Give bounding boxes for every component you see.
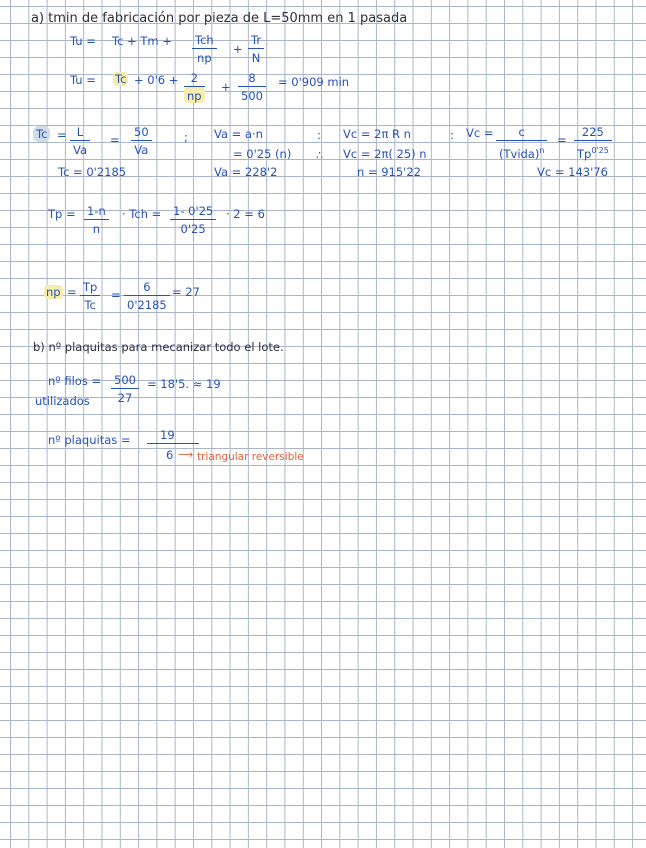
part-b-heading: b) nº plaquitas para mecanizar todo el lote. bbox=[33, 340, 284, 354]
fraction-l-va: L Va bbox=[70, 126, 90, 157]
part-a-heading: a) tmin de fabricación por pieza de L=50mm en 1 pasada bbox=[31, 11, 408, 26]
fraction-tch-np: Tch np bbox=[192, 34, 217, 65]
vc-result: Vc = 143'76 bbox=[537, 165, 608, 179]
fraction-tr-n: Tr N bbox=[248, 34, 264, 65]
tc-result: Tc = 0'2185 bbox=[58, 165, 127, 179]
filos-result: = 18'5. ≈ 19 bbox=[147, 377, 221, 391]
arrow-icon: ⟶ bbox=[178, 449, 194, 461]
fraction-225-tp: 225 $Tp^{0'25}$ bbox=[574, 126, 612, 161]
plaquitas-numerator: 19 bbox=[160, 428, 175, 442]
fraction-500-27: 500 27 bbox=[111, 374, 139, 405]
notebook-page: a) tmin de fabricación por pieza de L=50mm en 1 pasada Tu = Tc + Tm + Tch np + Tr N Tu = Tc + 0'6 + 2 np + 8 500 = 0'909 min Tc = L Va = 50 Va ; Tc = 0'2185 Va = a·n = 0'25 (n) Va = 228'2 : ∴ Vc = 2π R n Vc = 2π( 25) n n = 915'22 : Vc = c (Tvida)$^n$ = 225 $Tp^{0'25}$ Vc = 143'76 Tp = 1-n n · Tch = 1- 0'25 0'25 · 2 = 6 np = Tp Tc = 6 0'2185 = 27 b) nº plaquitas para mecanizar todo el lote. nº filos = utilizados 500 27 = 18'5. ≈ 19 nº plaquitas = 19 6 ⟶ triangular reversible bbox=[0, 0, 646, 848]
plaquitas-denominator: 6 bbox=[166, 448, 174, 462]
fraction-50-va: 50 Va bbox=[131, 126, 152, 157]
plaquitas-note: triangular reversible bbox=[197, 451, 304, 463]
np-result: = 27 bbox=[172, 285, 200, 299]
fraction-bar bbox=[147, 443, 199, 444]
fraction-2-np: 2 np bbox=[184, 72, 205, 103]
fraction-1-025-over-025: 1- 0'25 0'25 bbox=[170, 205, 216, 236]
fraction-6-02185: 6 0'2185 bbox=[124, 281, 170, 312]
fraction-tp-tc: Tp Tc bbox=[80, 281, 100, 312]
fraction-1-n-over-n: 1-n n bbox=[84, 205, 109, 236]
fraction-8-500: 8 500 bbox=[238, 72, 266, 103]
fraction-c-tvida: c (Tvida)$^n$ bbox=[496, 126, 547, 161]
